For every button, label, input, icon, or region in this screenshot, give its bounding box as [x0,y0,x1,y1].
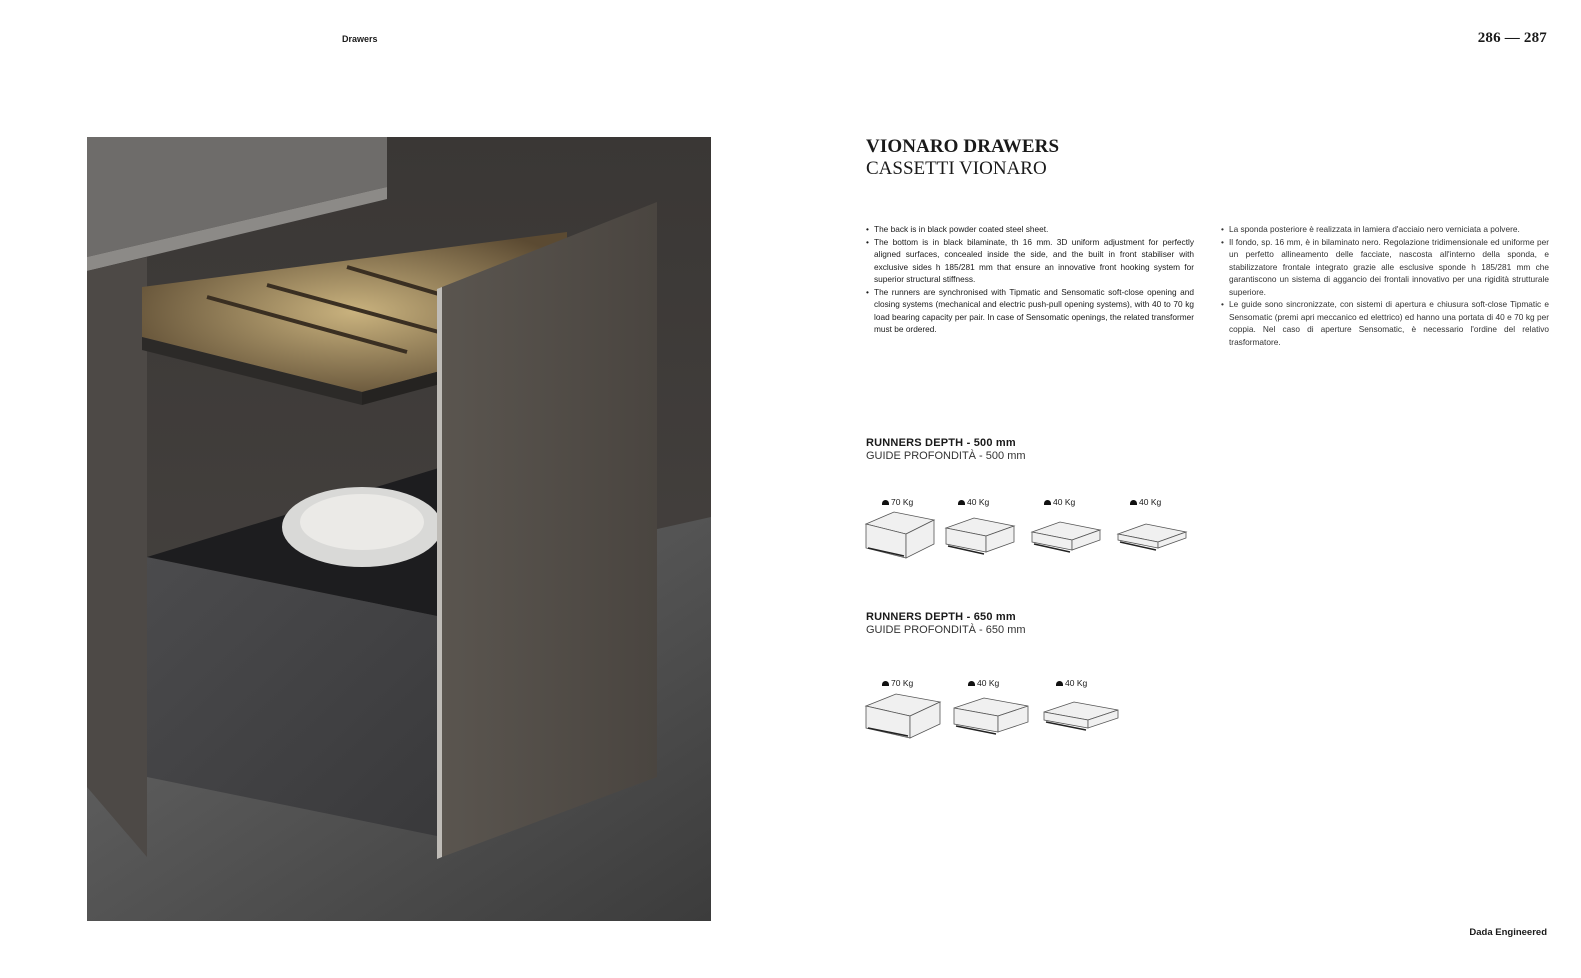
drawer-icon [864,510,936,562]
drawer-photo [87,137,711,921]
load-value: 70 Kg [891,678,914,688]
runners-650-title-it: GUIDE PROFONDITÀ - 650 mm [866,624,1026,636]
weight-icon [1044,500,1051,505]
description-item: • La sponda posteriore è realizzata in lamiera d'acciaio nero verniciata a polvere. [1221,223,1549,236]
description-item: • Le guide sono sincronizzate, con sistemi di apertura e chiusura soft-close Tipmatic e Sensomatic (premi apri meccanico ed elettrico) ed hanno una portata di 40 e 70 kg per coppia. Nel caso di aperture Sensomatic, è necessario l'ordine del relativo trasformatore. [1221,298,1549,348]
load-label [1130,497,1161,507]
product-titles [866,136,1059,180]
runners-500-heading [866,437,1026,463]
runners-500-title-it: GUIDE PROFONDITÀ - 500 mm [866,450,1026,462]
product-title-it: CASSETTI VIONARO [866,158,1047,179]
weight-icon [968,681,975,686]
page-numbers: 286 — 287 [1477,30,1547,46]
runners-650-title-en: RUNNERS DEPTH - 650 mm [866,611,1016,623]
load-label [958,497,989,507]
load-value: 40 Kg [1065,678,1088,688]
product-title-en: VIONARO DRAWERS [866,136,1060,157]
description-item: • The runners are synchronised with Tipmatic and Sensomatic soft-close opening and closing systems (mechanical and electric push-pull opening systems), with 40 to 70 kg load bearing capacity per pair. In case of Sensomatic openings, the related transformer must be ordered. [866,286,1194,336]
description-it [1221,223,1549,348]
description-item: • The bottom is in black bilaminate, th 16 mm. 3D uniform adjustment for perfectly aligned surfaces, concealed inside the side, and the built in front stabiliser with exclusive sides h 185/281 mm that ensure an innovative front hooking system for superior structural stiffness. [866,236,1194,286]
load-value: 40 Kg [1053,497,1076,507]
drawer-icon [952,696,1030,738]
load-value: 40 Kg [1139,497,1162,507]
drawer-icon [1116,522,1188,554]
weight-icon [1056,681,1063,686]
description-en [866,223,1194,336]
drawer-icon [1030,520,1102,556]
load-label [1056,678,1087,688]
load-label [882,497,913,507]
weight-icon [882,500,889,505]
load-value: 40 Kg [967,497,990,507]
description-item: • The back is in black powder coated steel sheet. [866,223,1194,236]
brand-footer: Dada Engineered [1469,927,1547,938]
load-label [968,678,999,688]
runners-500-title-en: RUNNERS DEPTH - 500 mm [866,437,1016,449]
drawer-icon [1042,700,1120,734]
weight-icon [1130,500,1137,505]
drawer-icon [944,516,1016,558]
section-label: Drawers [342,34,378,44]
runners-650-heading [866,611,1026,637]
load-value: 70 Kg [891,497,914,507]
description-item: • Il fondo, sp. 16 mm, è in bilaminato nero. Regolazione tridimensionale ed uniforme per un perfetto allineamento delle facciate, nascosta all'interno della sponda, e stabilizzatore frontale integrato grazie alle esclusive sponde h 185/281 mm che garantiscono un sistema di aggancio dei frontali innovativo per una rigidità strutturale superiore. [1221,236,1549,299]
drawer-icon [864,692,942,742]
load-label [882,678,913,688]
load-label [1044,497,1075,507]
weight-icon [882,681,889,686]
weight-icon [958,500,965,505]
load-value: 40 Kg [977,678,1000,688]
